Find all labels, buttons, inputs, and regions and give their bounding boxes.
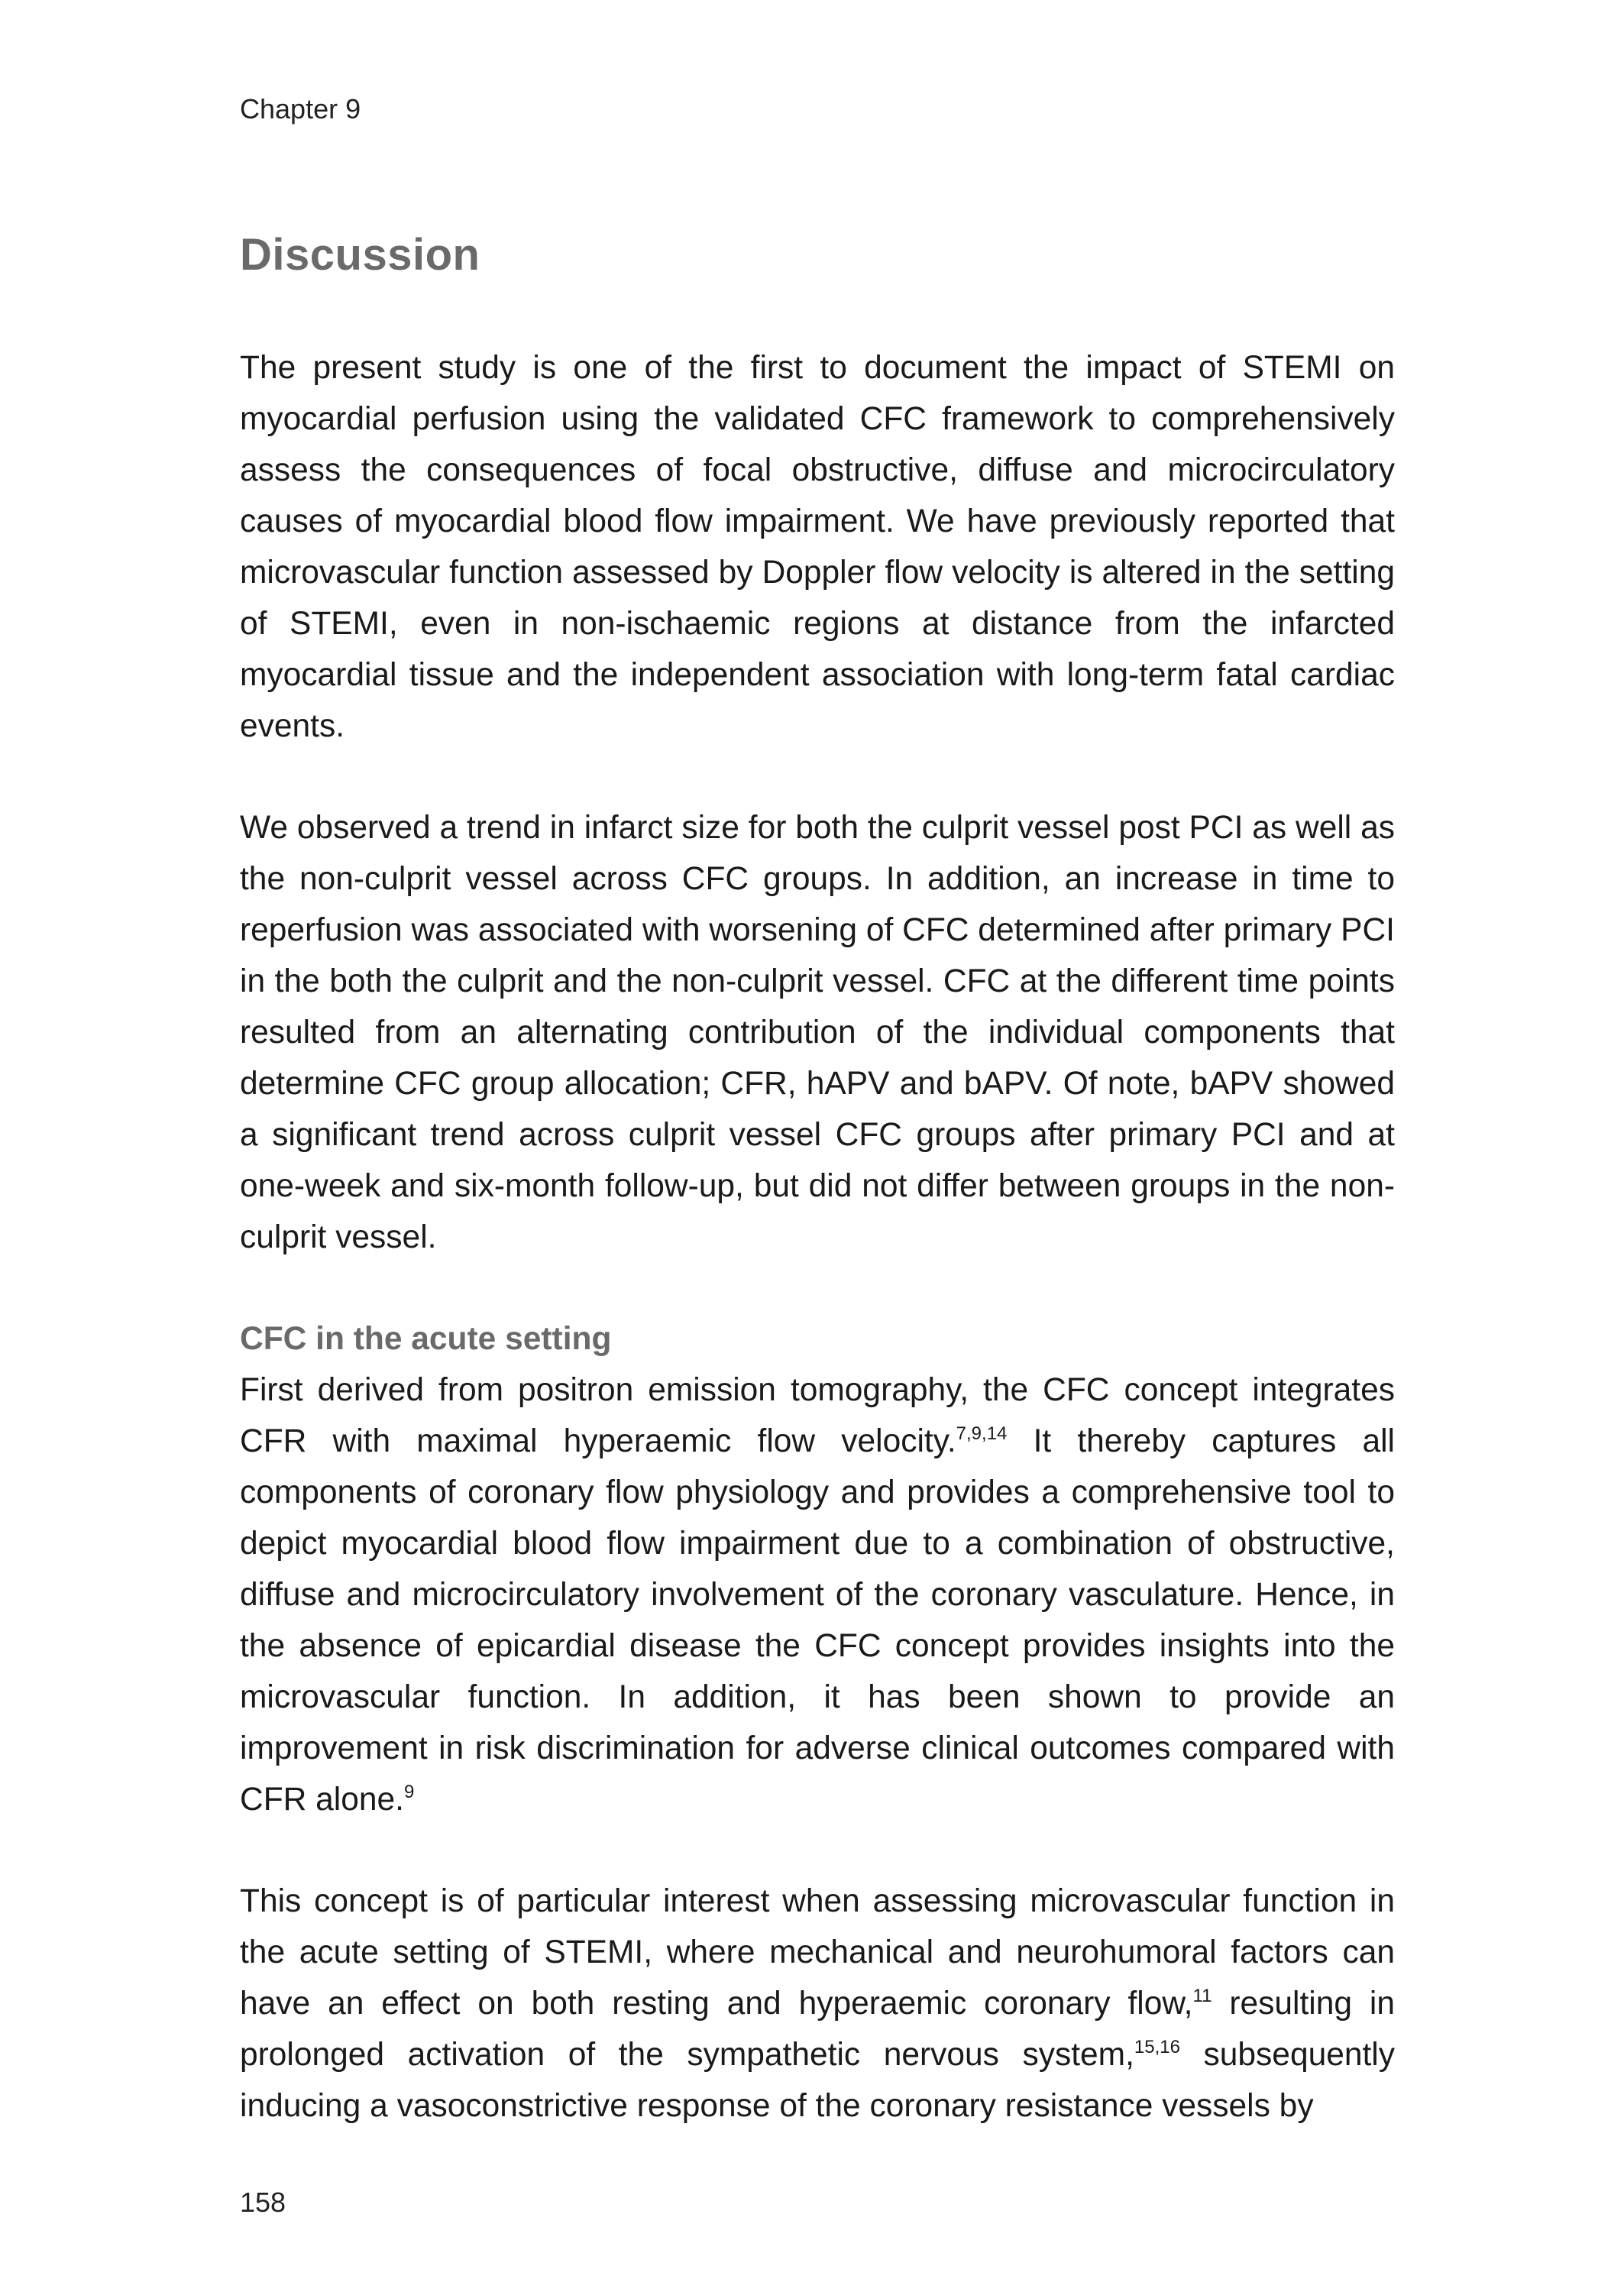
paragraph-1: The present study is one of the first to document the impact of STEMI on myocardial perfusion using the validated CFC framework to comprehensively assess the consequences of focal obstructive, diffuse and microcirculatory causes of myocardial blood flow impairment. We have previously reported that microvascular function assessed by Doppler flow velocity is altered in the setting of STEMI, even in non-ischaemic regions at distance from the infarcted myocardial tissue and the independent association with long-term fatal cardiac events. [240, 350, 1395, 744]
paragraph-4-text-b: resulting in prolonged activation of the sympathetic nervous system, [240, 1986, 1395, 2073]
page-number: 158 [240, 2187, 286, 2218]
chapter-header: Chapter 9 [240, 93, 361, 125]
paragraph-2: We observed a trend in infarct size for both the culprit vessel post PCI as well as the non-culprit vessel across CFC groups. In addition, an increase in time to reperfusion was associated with worsening of CFC determined after primary PCI in the both the culprit and the non-culprit vessel. CFC at the different time points resulted from an alternating contribution of the individual components that determine CFC group allocation; CFR, hAPV and bAPV. Of note, bAPV showed a significant trend across culprit vessel CFC groups after primary PCI and at one-week and six-month follow-up, but did not differ between groups in the non-culprit vessel. [240, 810, 1395, 1255]
citation-ref: 15,16 [1134, 2037, 1180, 2057]
paragraph-4 [240, 1876, 1395, 2132]
section-title: Discussion [240, 230, 480, 280]
paragraph-4-text-a: This concept is of particular interest when assessing microvascular function in the acute setting of STEMI, where mechanical and neurohumoral factors can have an effect on both resting and hyperaemic coronary flow, [240, 1883, 1395, 2022]
paragraph-4-text-c: subsequently inducing a vasoconstrictive response of the coronary resistance vessels by [240, 2037, 1395, 2124]
citation-ref: 9 [403, 1782, 415, 1802]
paragraph-3-text-a: First derived from positron emission tomography, the CFC concept integrates CFR with maximal hyperaemic flow velocity. [240, 1372, 1395, 1459]
citation-ref: 7,9,14 [956, 1423, 1008, 1444]
subsection-title: CFC in the acute setting [240, 1321, 612, 1357]
paragraph-3-text-b: It thereby captures all components of coronary flow physiology and provides a comprehensive tool to depict myocardial blood flow impairment due to a combination of obstructive, diffuse and microcirculatory involvement of the coronary vasculature. Hence, in the absence of epicardial disease the CFC concept provides insights into the microvascular function. In addition, it has been shown to provide an improvement in risk discrimination for adverse clinical outcomes compared with CFR alone. [240, 1423, 1395, 1818]
paragraph-3 [240, 1365, 1395, 1825]
citation-ref: 11 [1192, 1986, 1212, 2006]
body-text [240, 342, 1395, 2182]
